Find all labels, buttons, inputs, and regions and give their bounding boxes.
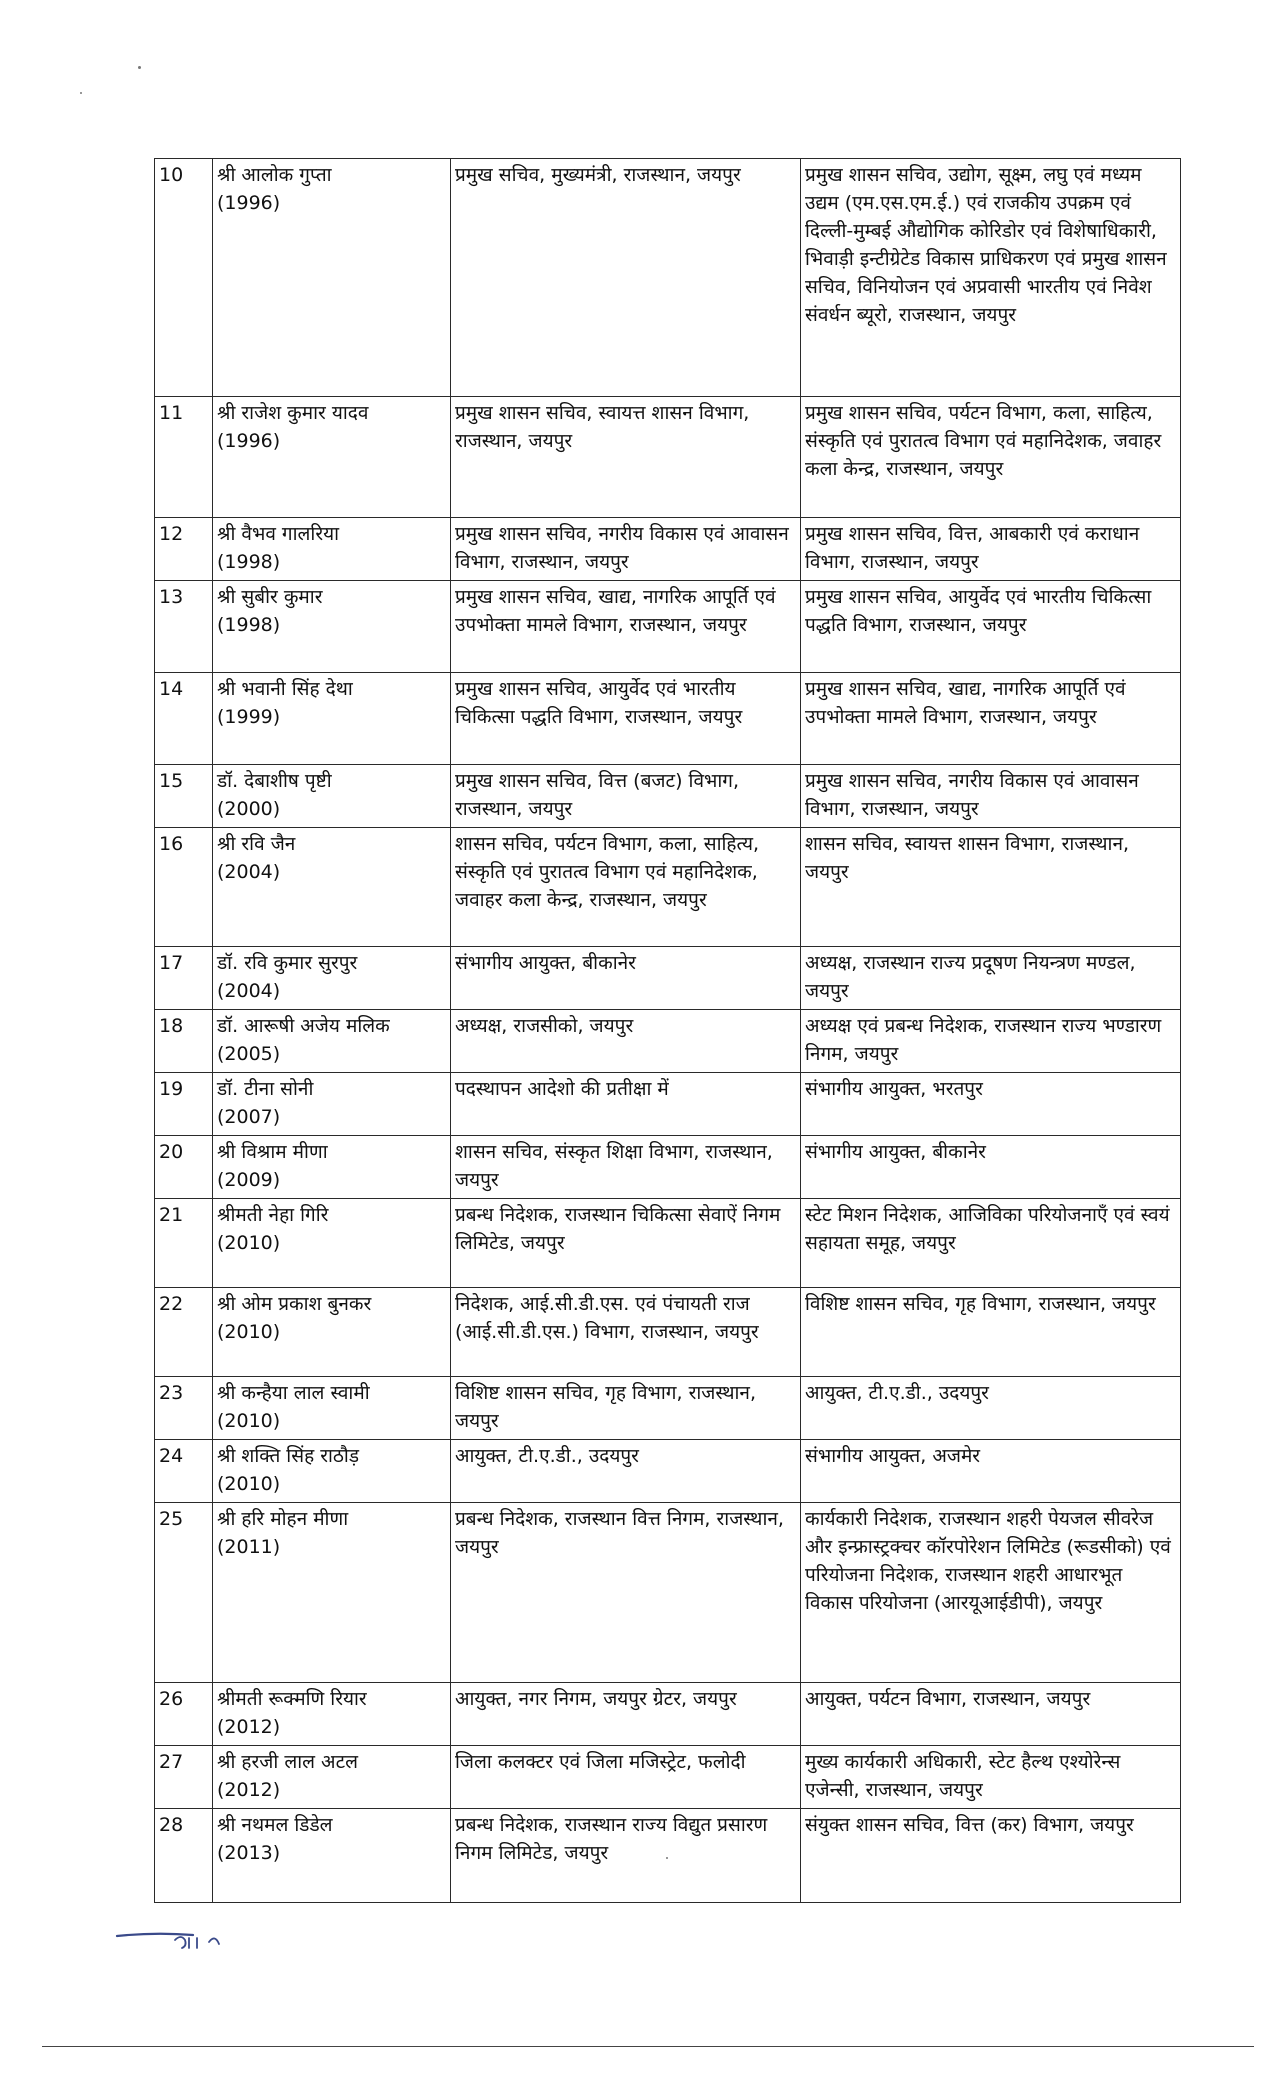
officer-name: श्री राजेश कुमार यादव — [217, 402, 369, 424]
officer-batch: (1998) — [217, 614, 281, 636]
table-row — [155, 518, 1181, 581]
serial-number: 15 — [155, 765, 213, 828]
current-posting: प्रबन्ध निदेशक, राजस्थान चिकित्सा सेवाऐं निगम लिमिटेड, जयपुर — [451, 1199, 801, 1288]
current-posting: निदेशक, आई.सी.डी.एस. एवं पंचायती राज (आई.सी.डी.एस.) विभाग, राजस्थान, जयपुर — [451, 1288, 801, 1377]
officer-cell — [213, 159, 451, 397]
table-row — [155, 947, 1181, 1010]
officer-batch: (2005) — [217, 1043, 281, 1065]
officer-cell — [213, 1288, 451, 1377]
officer-cell — [213, 518, 451, 581]
officer-batch: (2012) — [217, 1779, 281, 1801]
officer-name: श्री नथमल डिडेल — [217, 1814, 333, 1836]
officer-cell — [213, 397, 451, 518]
table-row — [155, 1440, 1181, 1503]
officer-cell — [213, 1809, 451, 1903]
table-row — [155, 1073, 1181, 1136]
table-row — [155, 159, 1181, 397]
current-posting: प्रमुख शासन सचिव, खाद्य, नागरिक आपूर्ति एवं उपभोक्ता मामले विभाग, राजस्थान, जयपुर — [451, 581, 801, 673]
serial-number: 21 — [155, 1199, 213, 1288]
officer-batch: (1996) — [217, 430, 281, 452]
officer-batch: (2012) — [217, 1716, 281, 1738]
serial-number: 16 — [155, 828, 213, 947]
serial-number: 27 — [155, 1746, 213, 1809]
officer-batch: (2010) — [217, 1410, 281, 1432]
serial-number: 19 — [155, 1073, 213, 1136]
current-posting: पदस्थापन आदेशो की प्रतीक्षा में — [451, 1073, 801, 1136]
officer-batch: (2000) — [217, 798, 281, 820]
officer-name: डॉ. रवि कुमार सुरपुर — [217, 952, 358, 974]
serial-number: 10 — [155, 159, 213, 397]
officer-name: श्री विश्राम मीणा — [217, 1141, 328, 1163]
serial-number: 23 — [155, 1377, 213, 1440]
officer-name: श्री आलोक गुप्ता — [217, 164, 332, 186]
current-posting: जिला कलक्टर एवं जिला मजिस्ट्रेट, फलोदी — [451, 1746, 801, 1809]
officer-name: श्रीमती नेहा गिरि — [217, 1204, 329, 1226]
current-posting: आयुक्त, नगर निगम, जयपुर ग्रेटर, जयपुर — [451, 1683, 801, 1746]
serial-number: 25 — [155, 1503, 213, 1683]
current-posting: प्रमुख सचिव, मुख्यमंत्री, राजस्थान, जयपुर — [451, 159, 801, 397]
officer-cell — [213, 1199, 451, 1288]
officer-name: श्री वैभव गालरिया — [217, 523, 340, 545]
new-posting: शासन सचिव, स्वायत्त शासन विभाग, राजस्थान, जयपुर — [801, 828, 1181, 947]
officer-name: श्री शक्ति सिंह राठौड़ — [217, 1445, 360, 1467]
officer-name: श्री ओम प्रकाश बुनकर — [217, 1293, 372, 1315]
officer-batch: (2009) — [217, 1169, 281, 1191]
new-posting: अध्यक्ष एवं प्रबन्ध निदेशक, राजस्थान राज्य भण्डारण निगम, जयपुर — [801, 1010, 1181, 1073]
table-row — [155, 1683, 1181, 1746]
new-posting: संभागीय आयुक्त, भरतपुर — [801, 1073, 1181, 1136]
officer-name: श्री हरि मोहन मीणा — [217, 1508, 349, 1530]
current-posting: प्रमुख शासन सचिव, स्वायत्त शासन विभाग, राजस्थान, जयपुर — [451, 397, 801, 518]
new-posting: प्रमुख शासन सचिव, नगरीय विकास एवं आवासन विभाग, राजस्थान, जयपुर — [801, 765, 1181, 828]
table-row — [155, 1136, 1181, 1199]
officer-name: श्रीमती रूक्मणि रियार — [217, 1688, 367, 1710]
officer-cell — [213, 1746, 451, 1809]
current-posting: शासन सचिव, संस्कृत शिक्षा विभाग, राजस्थान, जयपुर — [451, 1136, 801, 1199]
serial-number: 18 — [155, 1010, 213, 1073]
new-posting: प्रमुख शासन सचिव, वित्त, आबकारी एवं कराधान विभाग, राजस्थान, जयपुर — [801, 518, 1181, 581]
new-posting: मुख्य कार्यकारी अधिकारी, स्टेट हैल्थ एश्योरेन्स एजेन्सी, राजस्थान, जयपुर — [801, 1746, 1181, 1809]
officer-name: डॉ. टीना सोनी — [217, 1078, 314, 1100]
current-posting: विशिष्ट शासन सचिव, गृह विभाग, राजस्थान, जयपुर — [451, 1377, 801, 1440]
officer-batch: (1998) — [217, 551, 281, 573]
new-posting: कार्यकारी निदेशक, राजस्थान शहरी पेयजल सीवरेज और इन्फ्रास्ट्रक्चर कॉरपोरेशन लिमिटेड (रूडसीको) एवं परियोजना निदेशक, राजस्थान शहरी आधारभूत विकास परियोजना (आरयूआईडीपी), जयपुर — [801, 1503, 1181, 1683]
officer-batch: (1999) — [217, 706, 281, 728]
table-row — [155, 1288, 1181, 1377]
table-row — [155, 581, 1181, 673]
current-posting: प्रमुख शासन सचिव, वित्त (बजट) विभाग, राजस्थान, जयपुर — [451, 765, 801, 828]
current-posting: संभागीय आयुक्त, बीकानेर — [451, 947, 801, 1010]
signature-mark — [115, 1924, 275, 1954]
officer-cell — [213, 1136, 451, 1199]
officer-name: श्री सुबीर कुमार — [217, 586, 323, 608]
officer-cell — [213, 1683, 451, 1746]
officer-cell — [213, 1440, 451, 1503]
scan-speck — [80, 92, 82, 94]
new-posting: प्रमुख शासन सचिव, पर्यटन विभाग, कला, साहित्य, संस्कृति एवं पुरातत्व विभाग एवं महानिदेशक, जवाहर कला केन्द्र, राजस्थान, जयपुर — [801, 397, 1181, 518]
footer-divider — [42, 2046, 1254, 2047]
new-posting: आयुक्त, टी.ए.डी., उदयपुर — [801, 1377, 1181, 1440]
current-posting: प्रमुख शासन सचिव, नगरीय विकास एवं आवासन विभाग, राजस्थान, जयपुर — [451, 518, 801, 581]
current-posting: आयुक्त, टी.ए.डी., उदयपुर — [451, 1440, 801, 1503]
new-posting: संभागीय आयुक्त, बीकानेर — [801, 1136, 1181, 1199]
new-posting: संयुक्त शासन सचिव, वित्त (कर) विभाग, जयपुर — [801, 1809, 1181, 1903]
table-row — [155, 828, 1181, 947]
officer-batch: (1996) — [217, 192, 281, 214]
new-posting: आयुक्त, पर्यटन विभाग, राजस्थान, जयपुर — [801, 1683, 1181, 1746]
table-row — [155, 1503, 1181, 1683]
table-row — [155, 765, 1181, 828]
transfer-list — [154, 158, 1180, 1903]
new-posting: संभागीय आयुक्त, अजमेर — [801, 1440, 1181, 1503]
scan-speck — [138, 66, 141, 69]
officer-cell — [213, 1377, 451, 1440]
officer-batch: (2011) — [217, 1536, 281, 1558]
serial-number: 13 — [155, 581, 213, 673]
table-row — [155, 1809, 1181, 1903]
table-row — [155, 1199, 1181, 1288]
serial-number: 20 — [155, 1136, 213, 1199]
serial-number: 24 — [155, 1440, 213, 1503]
officer-cell — [213, 947, 451, 1010]
officer-name: डॉ. देबाशीष पृष्टी — [217, 770, 332, 792]
officer-cell — [213, 1073, 451, 1136]
officer-batch: (2010) — [217, 1321, 281, 1343]
serial-number: 14 — [155, 673, 213, 765]
officer-name: श्री रवि जैन — [217, 833, 296, 855]
officer-batch: (2010) — [217, 1232, 281, 1254]
new-posting: प्रमुख शासन सचिव, उद्योग, सूक्ष्म, लघु एवं मध्यम उद्यम (एम.एस.एम.ई.) एवं राजकीय उपक्रम एवं दिल्ली-मुम्बई औद्योगिक कोरिडोर एवं विशेषाधिकारी, भिवाड़ी इन्टीग्रेटेड विकास प्राधिकरण एवं प्रमुख शासन सचिव, विनियोजन एवं अप्रवासी भारतीय एवं निवेश संवर्धन ब्यूरो, राजस्थान, जयपुर — [801, 159, 1181, 397]
current-posting: शासन सचिव, पर्यटन विभाग, कला, साहित्य, संस्कृति एवं पुरातत्व विभाग एवं महानिदेशक, जवाहर कला केन्द्र, राजस्थान, जयपुर — [451, 828, 801, 947]
current-posting: अध्यक्ष, राजसीको, जयपुर — [451, 1010, 801, 1073]
officer-batch: (2004) — [217, 861, 281, 883]
serial-number: 11 — [155, 397, 213, 518]
officer-cell — [213, 1503, 451, 1683]
officer-batch: (2010) — [217, 1473, 281, 1495]
officer-name: श्री भवानी सिंह देथा — [217, 678, 353, 700]
current-posting: प्रबन्ध निदेशक, राजस्थान वित्त निगम, राजस्थान, जयपुर — [451, 1503, 801, 1683]
officer-cell — [213, 828, 451, 947]
new-posting: विशिष्ट शासन सचिव, गृह विभाग, राजस्थान, जयपुर — [801, 1288, 1181, 1377]
officer-transfer-table — [154, 158, 1181, 1903]
officer-cell — [213, 581, 451, 673]
table-row — [155, 673, 1181, 765]
new-posting: स्टेट मिशन निदेशक, आजिविका परियोजनाएँ एवं स्वयं सहायता समूह, जयपुर — [801, 1199, 1181, 1288]
officer-cell — [213, 1010, 451, 1073]
current-posting: प्रबन्ध निदेशक, राजस्थान राज्य विद्युत प्रसारण निगम लिमिटेड, जयपुर — [451, 1809, 801, 1903]
new-posting: प्रमुख शासन सचिव, आयुर्वेद एवं भारतीय चिकित्सा पद्धति विभाग, राजस्थान, जयपुर — [801, 581, 1181, 673]
serial-number: 28 — [155, 1809, 213, 1903]
officer-name: श्री हरजी लाल अटल — [217, 1751, 359, 1773]
officer-name: डॉ. आरूषी अजेय मलिक — [217, 1015, 390, 1037]
officer-batch: (2007) — [217, 1106, 281, 1128]
table-row — [155, 1746, 1181, 1809]
officer-cell — [213, 673, 451, 765]
officer-name: श्री कन्हैया लाल स्वामी — [217, 1382, 370, 1404]
new-posting: अध्यक्ष, राजस्थान राज्य प्रदूषण नियन्त्रण मण्डल, जयपुर — [801, 947, 1181, 1010]
officer-batch: (2013) — [217, 1842, 281, 1864]
scan-speck — [666, 1857, 668, 1859]
serial-number: 17 — [155, 947, 213, 1010]
serial-number: 26 — [155, 1683, 213, 1746]
current-posting: प्रमुख शासन सचिव, आयुर्वेद एवं भारतीय चिकित्सा पद्धति विभाग, राजस्थान, जयपुर — [451, 673, 801, 765]
officer-batch: (2004) — [217, 980, 281, 1002]
officer-cell — [213, 765, 451, 828]
new-posting: प्रमुख शासन सचिव, खाद्य, नागरिक आपूर्ति एवं उपभोक्ता मामले विभाग, राजस्थान, जयपुर — [801, 673, 1181, 765]
table-row — [155, 1010, 1181, 1073]
serial-number: 12 — [155, 518, 213, 581]
table-row — [155, 397, 1181, 518]
table-row — [155, 1377, 1181, 1440]
serial-number: 22 — [155, 1288, 213, 1377]
